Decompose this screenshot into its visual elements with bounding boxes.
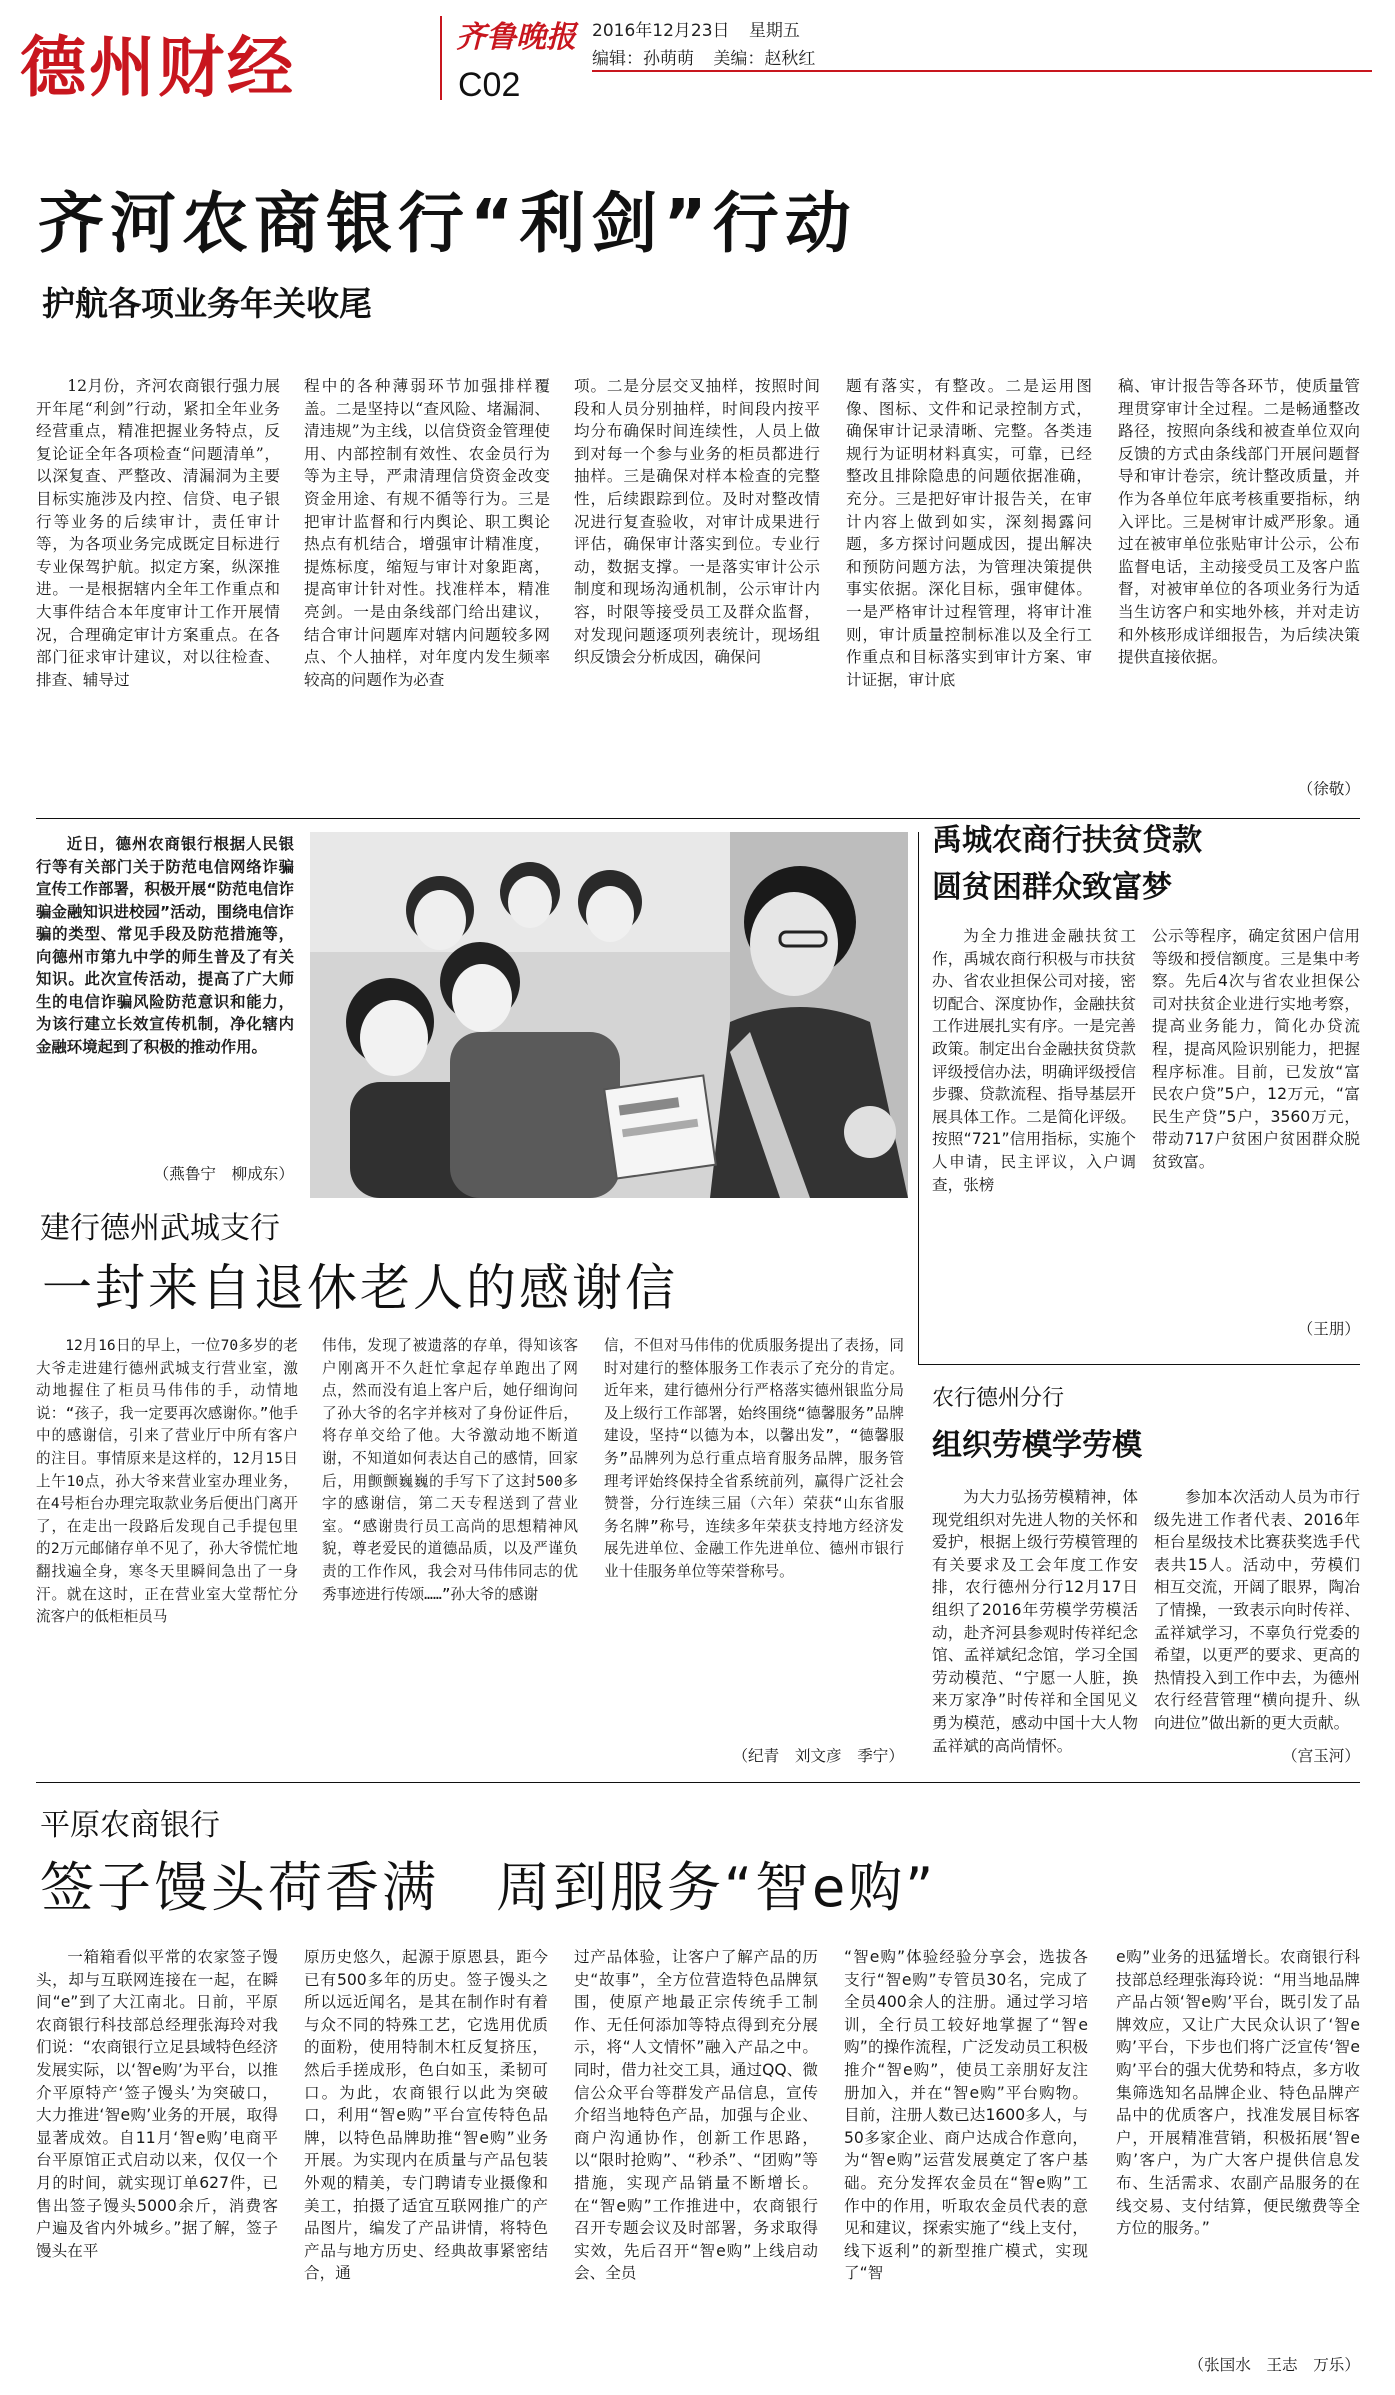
story5-col-2 [1154,1486,1360,1742]
story1-col-5 [1118,375,1360,775]
story1-col-4 [846,375,1092,803]
story6-col-2-text: 原历史悠久，起源于原恩县，距今已有500多年的历史。签子馒头之所以远近闻名，是其在制作时有着与众不同的特殊工艺，它选用优质的面粉，使用特制木杠反复挤压，然后手搓成形，色白如玉，柔韧可口。为此，农商银行以此为突破口，利用“智e购”平台宣传特色品牌，以特色品牌助推“智e购”业务开展。为实现内在质量与产品包装外观的精美，专门聘请专业摄像和美工，拍摄了适宜互联网推广的产品图片，编发了产品讲情，将特色产品与地方历史、经典故事紧密结合，通 [304,1948,548,2283]
story1-headline: 齐河农商银行“利剑”行动 [38,185,857,262]
editor-text: 编辑：孙萌萌 [592,49,694,69]
story1-col-2-text: 程中的各种薄弱环节加强排样覆盖。二是坚持以“查风险、堵漏洞、清违规”为主线，以信贷资金管理使用、内部控制有效性、农金员行为等为主导，严肃清理信贷资金改变资金用途、有规不循等行为。三是把审计监督和行内舆论、职工舆论热点有机结合，增强审计精准度，提炼标度，缩短与审计对象距离，提高审计针对性。找准样本，精准亮剑。一是由条线部门给出建议，结合审计问题库对辖内问题较多网点、个人抽样，对年度内发生频率较高的问题作为必查 [304,377,550,689]
masthead [0,0,1395,120]
story6-col-5-text: e购”业务的迅猛增长。农商银行科技部总经理张海玲说：“用当地品牌产品占领‘智e购’平台，既引发了品牌效应，又让广大民众认识了‘智e购’平台，下步也们将广泛宣传‘智e购’平台的强大优势和特点，多方收集筛选知名品牌企业、特色品牌产品中的优质客户，找准发展目标客户，开展精准营销，积极拓展‘智e购’客户，为广大客户提供信息发布、生活需求、农副产品服务的在线交易、支付结算，便民缴费等全方位的服务。” [1116,1948,1360,2238]
page-number: C02 [458,66,521,104]
story5-headline: 组织劳模学劳模 [932,1428,1142,1463]
weekday-text: 星期五 [748,21,800,41]
story6-headline: 签子馒头荷香满 周到服务“智e购” [40,1856,937,1919]
story5-col-1 [932,1486,1138,1766]
story6-col-3 [574,1946,818,2376]
story2-text-block [36,833,294,1163]
story4-col-2-text: 伟伟，发现了被遗落的存单，得知该客户刚离开不久赶忙拿起存单跑出了网点，然而没有追上客户后，她仔细询问了孙大爷的名字并核对了身份证件后，将存单交给了他。大爷激动地不断道谢，不知道如何表达自己的感情，回家后，用颤颤巍巍的手写下了这封500多字的感谢信，第二天专程送到了营业室。“感谢贵行员工高尚的思想精神风貌，尊老爱民的道德品质，以及严谨负责的工作作风，我会对马伟伟同志的优秀事迹进行传颂……”孙大爷的感谢 [322,1337,578,1603]
story1-subheadline: 护航各项业务年关收尾 [42,284,372,323]
story1-byline: （徐敬） [1297,780,1360,798]
story3-headline-2: 圆贫困群众致富梦 [932,870,1172,905]
story1-col-4-text: 题有落实，有整改。二是运用图像、图标、文件和记录控制方式，确保审计记录清晰、完整。各类违规行为证明材料真实，可靠，已经整改且排除隐患的问题依据准确，充分。三是把好审计报告关，在审计内容上做到如实，深刻揭露问题，多方探讨问题成因，提出解决和预防问题方法，为管理决策提供事实依据。深化目标，强审健体。一是严格审计过程管理，将审计准则，审计质量控制标准以及全行工作重点和目标落实到审计方案、审计证据，审计底 [846,377,1092,689]
story1-col-3-text: 项。二是分层交叉抽样，按照时间段和人员分别抽样，时间段内按平均分布确保时间连续性，人员上做到对每一个参与业务的柜员都进行抽样。三是确保对样本检查的完整性，后续跟踪到位。及时对整改情况进行复查验收，对审计成果进行评估，确保审计落实到位。专业行动，数据支撑。一是落实审计公示制度和现场沟通机制，公示审计内容，时限等接受员工及群众监督，对发现问题逐项列表统计，现场组织反馈会分析成因，确保问 [574,377,820,667]
story6-col-2 [304,1946,548,2376]
story6-col-4 [844,1946,1088,2376]
classroom-photo-icon [310,832,908,1198]
issue-date [592,16,800,41]
story6-kicker: 平原农商银行 [40,1808,220,1843]
story6-col-4-text: “智e购”体验经验分享会，选拔各支行“智e购”专管员30名，完成了全员400余人的注册。通过学习培训，全行员工较好地掌握了“智e购”的操作流程，广泛发动员工积极推介“智e购”，使员工亲朋好友注册加入，并在“智e购”平台购物。目前，注册人数已达1600多人，与50多家企业、商户达成合作意向，为“智e购”运营发展奠定了客户基础。充分发挥农金员在“智e购”工作中的作用，听取农金员代表的意见和建议，探索实施了“线上支付，线下返利”的新型推广模式，实现了“智 [844,1948,1088,2283]
story5-col-1-text: 为大力弘扬劳模精神，体现党组织对先进人物的关怀和爱护，根据上级行劳模管理的有关要求及工会年度工作安排，农行德州分行12月17日组织了2016年劳模学劳模活动，赴齐河县参观时传祥纪念馆、孟祥斌纪念馆，学习全国劳动模范、“宁愿一人脏，换来万家净”时传祥和全国见义勇为模范，感动中国十大人物孟祥斌的高尚情怀。 [932,1488,1138,1755]
story1-col-5-text: 稿、审计报告等各环节，使质量管理贯穿审计全过程。二是畅通整改路径，按照向条线和被查单位双向反馈的方式由条线部门开展问题督导和审计卷宗，统计整改质量，并作为各单位年底考核重要指标，纳入评比。三是树审计威严形象。通过在被审单位张贴审计公示，公布监督电话，主动接受员工及客户监督，对被审单位的各项业务行为适当生访客户和实地外核，并对走访和外核形成详细报告，为后续决策提供直接依据。 [1118,377,1360,667]
story4-byline: （纪青 刘文彦 季宁） [732,1747,904,1765]
story5-byline: （宫玉河） [1282,1747,1360,1765]
story2-text: 近日，德州农商银行根据人民银行等有关部门关于防范电信网络诈骗宣传工作部署，积极开展“防范电信诈骗金融知识进校园”活动，围绕电信诈骗的类型、常见手段及防范措施等，向德州市第九中学的师生普及了有关知识。此次宣传活动，提高了广大师生的电信诈骗风险防范意识和能力，为该行建立长效宣传机制，净化辖内金融环境起到了积极的推动作用。 [36,835,294,1056]
story3-col-2-text: 公示等程序，确定贫困户信用等级和授信额度。三是集中考察。先后4次与省农业担保公司对扶贫企业进行实地考察，提高业务能力，简化办贷流程，提高风险识别能力，把握程序标准。目前，已发放“富民农户贷”5户，12万元，“富民生产贷”5户，3560万元，带动717户贫困户贫困群众脱贫致富。 [1152,927,1360,1171]
date-text: 2016年12月23日 [592,21,730,41]
story6-col-1 [36,1946,278,2376]
story2-right-rule [918,832,919,1364]
story4-col-2 [322,1335,578,1765]
story3-col-1-text: 为全力推进金融扶贫工作，禹城农商行积极与市扶贫办、省农业担保公司对接，密切配合、深度协作，金融扶贫工作进展扎实有序。一是完善政策。制定出台金融扶贫贷款评级授信办法，明确评级授信步骤、贷款流程、指导基层开展具体工作。二是简化评级。按照“721”信用指标，实施个人申请，民主评议，入户调查，张榜 [932,927,1136,1194]
paper-name: 齐鲁晚报 [456,20,576,55]
story3-col-2 [1152,925,1360,1315]
story4-kicker: 建行德州武城支行 [40,1211,280,1246]
story6-byline: （张国水 王志 万乐） [1188,2356,1360,2374]
story1-col-2 [304,375,550,803]
story3-col-1 [932,925,1136,1339]
story3-bottom-rule [918,1364,1360,1365]
story3-headline-1: 禹城农商行扶贫贷款 [932,823,1202,858]
story2-byline: （燕鲁宁 柳成东） [153,1165,294,1183]
story2-photo [310,832,908,1198]
story45-bottom-rule [36,1782,1360,1783]
masthead-divider [440,16,442,100]
section-title: 德州财经 [20,29,296,106]
story4-col-3-text: 信，不但对马伟伟的优质服务提出了表扬，同时对建行的整体服务工作表示了充分的肯定。近年来，建行德州分行严格落实德州银监分局及上级行工作部署，始终围绕“德馨服务”品牌建设，坚持“以德为本，以馨出发”，“德馨服务”品牌列为总行重点培育服务品牌，服务管理考评始终保持全省系统前列，赢得广泛社会赞誉，分行连续三届（六年）荣获“山东省服务名牌”称号，连续多年荣获支持地方经济发展先进单位、金融工作先进单位、德州市银行业十佳服务单位等荣誉称号。 [604,1337,904,1580]
story1-col-3 [574,375,820,803]
story1-col-1-text: 12月份，齐河农商银行强力展开年尾“利剑”行动，紧扣全年业务经营重点，精准把握业务特点，反复论证全年各项检查“问题清单”，以深复查、严整改、清漏洞为主要目标实施涉及内控、信贷、电子银行等业务的后续审计，责任审计等，为各项业务完成既定目标进行专业保驾护航。拟定方案，纵深推进。一是根据辖内全年工作重点和大事件结合本年度审计工作开展情况，合理确定审计方案重点。在各部门征求审计建议，对以往检查、排查、辅导过 [36,377,280,689]
story4-col-1-text: 12月16日的早上，一位70多岁的老大爷走进建行德州武城支行营业室，激动地握住了柜员马伟伟的手，动情地说：“孩子，我一定要再次感谢你。”他手中的感谢信，引来了营业厅中所有客户的注目。事情原来是这样的，12月15日上午10点，孙大爷来营业室办理业务，在4号柜台办理完取款业务后便出门离开了，在走出一段路后发现自己手提包里的2万元邮储存单不见了，孙大爷慌忙地翻找遍全身，寒冬天里瞬间急出了一身汗。就在这时，正在营业室大堂帮忙分流客户的低柜柜员马 [36,1337,298,1626]
designer-text: 美编：赵秋红 [713,49,816,69]
story5-col-2-text: 参加本次活动人员为市行级先进工作者代表、2016年柜台星级技术比赛获奖选手代表共15人。活动中，劳模们相互交流，开阔了眼界，陶冶了情操，一致表示向时传祥、孟祥斌学习，不辜负行党委的希望，以更严的要求、更高的热情投入到工作中去，为德州农行经营管理“横向提升、纵向进位”做出新的更大贡献。 [1154,1488,1360,1732]
story4-headline: 一封来自退休老人的感谢信 [42,1259,678,1317]
editor-credits [592,44,815,69]
story6-col-3-text: 过产品体验，让客户了解产品的历史“故事”，全方位营造特色品牌氛围，使原产地最正宗传统手工制作、无任何添加等特点得到充分展示，将“人文情怀”融入产品之中。同时，借力社交工具，通过QQ、微信公众平台等群发产品信息，宣传介绍当地特色产品，加强与企业、商户沟通协作，创新工作思路，以“限时抢购”、“秒杀”、“团购”等措施，实现产品销量不断增长。在“智e购”工作推进中，农商银行召开专题会议及时部署，务求取得实效，先后召开“智e购”上线启动会、全员 [574,1948,818,2283]
story4-col-1 [36,1335,298,1765]
story5-kicker: 农行德州分行 [932,1386,1065,1411]
story6-col-1-text: 一箱箱看似平常的农家签子馒头，却与互联网连接在一起，在瞬间“e”到了大江南北。日前，平原农商银行科技部总经理张海玲对我们说：“农商银行立足县域特色经济发展实际，以‘智e购’为平台，以推介平原特产‘签子馒头’为突破口，大力推进‘智e购’业务的开展，取得显著成效。自11月‘智e购’电商平台平原馆正式启动以来，仅仅一个月的时间，就实现订单627件，已售出签子馒头5000余斤，消费客户遍及省内外城乡。”据了解，签子馒头在平 [36,1948,278,2260]
story3-byline: （王朋） [1297,1320,1360,1338]
story1-col-1 [36,375,280,803]
masthead-rule [592,70,1372,72]
story4-col-3 [604,1335,904,1743]
story6-col-5 [1116,1946,1360,2354]
